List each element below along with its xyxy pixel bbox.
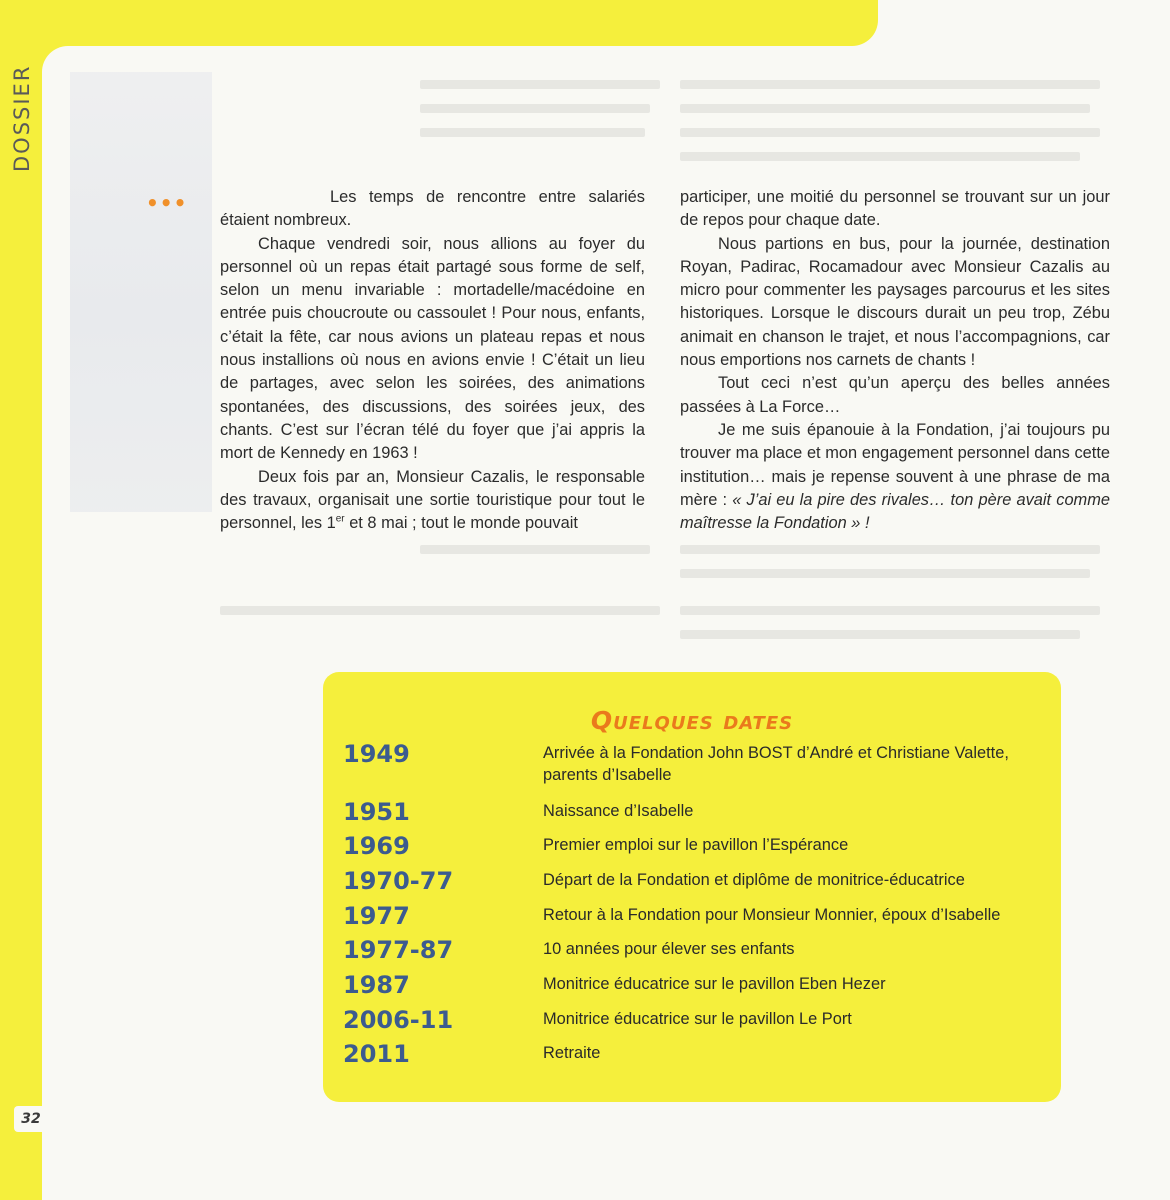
show-through-line [220, 606, 660, 615]
section-label: DOSSIER [10, 64, 34, 172]
timeline-text: Arrivée à la Fondation John BOST d’André et Christiane Valette, parents d’Isabelle [543, 744, 1009, 784]
show-through-line [680, 128, 1100, 137]
paragraph-text: Je me suis épanouie à la Fondation, j’ai toujours pu trouver ma place et mon engagement personnel dans cette institution… mais je repense souvent à une phrase de ma mère : [680, 420, 1110, 509]
article-column-left [220, 186, 645, 535]
show-through-line [420, 104, 650, 113]
show-through-line [680, 80, 1100, 89]
show-through-line [420, 545, 650, 554]
show-through-line [420, 80, 660, 89]
paragraph-text: Deux fois par an, Monsieur Cazalis, le responsable des travaux, organisait une sortie touristique pour tout le personnel, les 1 [220, 467, 645, 533]
timeline-year: 1977-87 [343, 936, 454, 964]
show-through-line [680, 606, 1100, 615]
show-through-line [680, 104, 1090, 113]
timeline-text: Retraite [543, 1044, 601, 1062]
article-paragraph [220, 466, 645, 536]
show-through-line [420, 128, 645, 137]
article-paragraph: participer, une moitié du personnel se trouvant sur un jour de repos pour chaque date. [680, 188, 1110, 230]
show-through-line [680, 569, 1090, 578]
timeline-text: Départ de la Fondation et diplôme de monitrice-éducatrice [543, 871, 965, 889]
dates-box [323, 672, 1061, 1102]
decorative-bullets: ••• [146, 191, 188, 215]
article-paragraph: Tout ceci n’est qu’un aperçu des belles années passées à La Force… [680, 374, 1110, 416]
timeline-text: 10 années pour élever ses enfants [543, 940, 795, 958]
paragraph-text: et 8 mai ; tout le monde pouvait [344, 514, 578, 533]
timeline-text: Monitrice éducatrice sur le pavillon Eben Hezer [543, 975, 886, 993]
dates-title: Quelques dates [590, 706, 794, 735]
yellow-top-band [0, 0, 878, 46]
timeline-year: 1951 [343, 798, 410, 826]
show-through-photo [70, 72, 212, 512]
timeline-year: 1987 [343, 971, 410, 999]
timeline-year: 2006-11 [343, 1006, 454, 1034]
show-through-line [680, 545, 1100, 554]
timeline-text: Monitrice éducatrice sur le pavillon Le Port [543, 1010, 852, 1028]
article-paragraph [680, 419, 1110, 535]
quote-text: « J’ai eu la pire des rivales… ton père avait comme maîtresse la Fondation » ! [680, 490, 1110, 533]
timeline-year: 1949 [343, 740, 410, 768]
article-paragraph: Chaque vendredi soir, nous allions au foyer du personnel où un repas était partagé sous forme de self, selon un menu invariable : mortadelle/macédoine en entrée puis choucroute ou cassoulet ! Pour nous, enfants, c’était la fête, car nous avions un plateau repas et nous nous installions où nous en avions envie ! C’était un lieu de partages, avec selon les soirées, des animations spontanées, des discussions, des soirées jeux, des chants. C’est sur l’écran télé du foyer que j’ai appris la mort de Kennedy en 1963 ! [220, 234, 645, 463]
timeline-year: 1969 [343, 832, 410, 860]
show-through-line [680, 152, 1080, 161]
ordinal-suffix: er [335, 513, 345, 525]
article-paragraph: Nous partions en bus, pour la journée, destination Royan, Padirac, Rocamadour avec Monsieur Cazalis au micro pour commenter les paysages parcourus et les sites historiques. Lorsque le discours durait un peu trop, Zébu animait en chanson le trajet, et nous l’accompagnions, car nous emportions nos carnets de chants ! [680, 234, 1110, 370]
show-through-line [680, 630, 1080, 639]
timeline-year: 2011 [343, 1040, 410, 1068]
timeline-year: 1977 [343, 902, 410, 930]
timeline-text: Premier emploi sur le pavillon l’Espérance [543, 836, 849, 854]
article-column-right [680, 186, 1110, 535]
page-number: 32 [14, 1106, 48, 1132]
timeline-year: 1970-77 [343, 867, 454, 895]
timeline-text: Retour à la Fondation pour Monsieur Monnier, époux d’Isabelle [543, 906, 1001, 924]
timeline-text: Naissance d’Isabelle [543, 802, 694, 820]
article-paragraph: Les temps de rencontre entre salariés étaient nombreux. [220, 188, 645, 230]
